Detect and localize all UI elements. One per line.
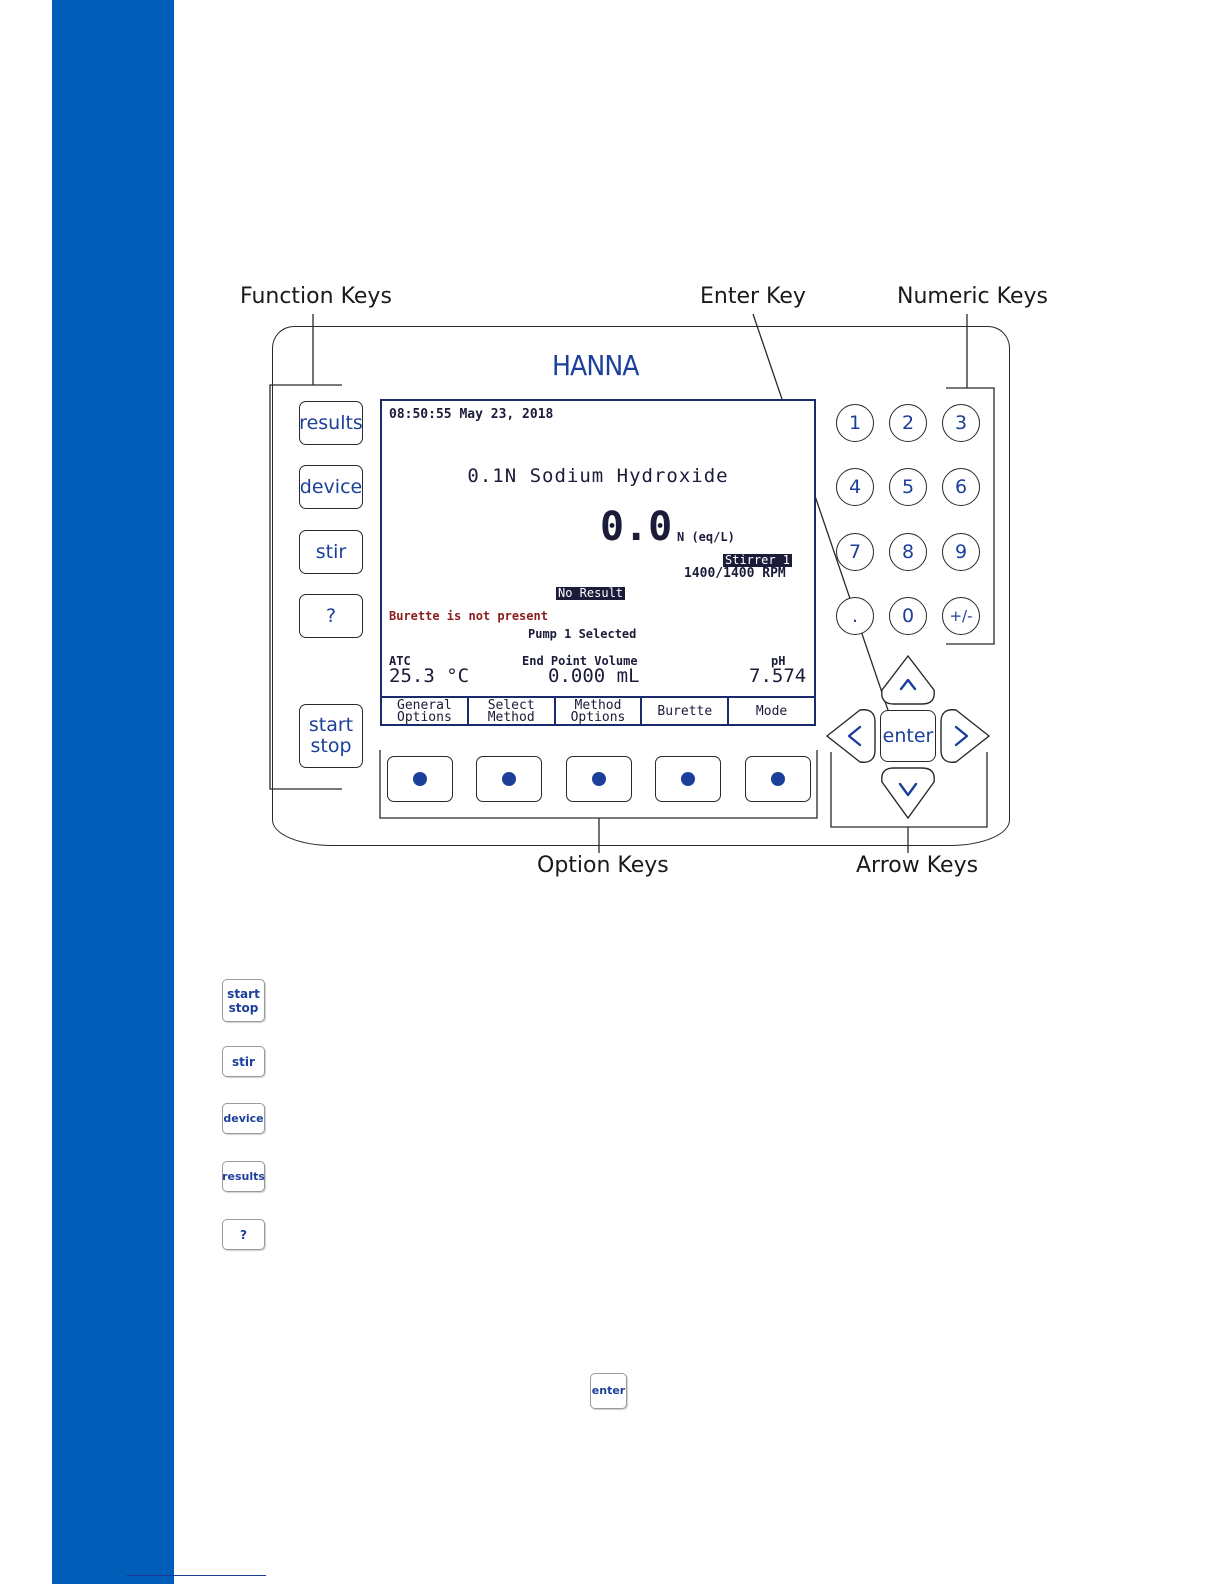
help-key-icon: ? <box>222 1219 265 1250</box>
numeric-key-4[interactable]: 4 <box>836 468 874 506</box>
numeric-key-8[interactable]: 8 <box>889 533 927 571</box>
start-stop-key[interactable] <box>299 704 363 768</box>
start-label: start <box>308 714 354 736</box>
numeric-key-2[interactable]: 2 <box>889 404 927 442</box>
atc-value: 25.3 °C <box>389 665 470 687</box>
numeric-key-6[interactable]: 6 <box>942 468 980 506</box>
stir-key-icon: stir <box>222 1046 265 1077</box>
endpoint-label: End Point Volume <box>522 654 638 668</box>
plus-minus-key[interactable]: +/- <box>942 597 980 635</box>
softkey-select-method[interactable]: Select Method <box>469 698 556 726</box>
callout-numeric-keys: Numeric Keys <box>897 284 1048 309</box>
numeric-key-3[interactable]: 3 <box>942 404 980 442</box>
callout-arrow-keys: Arrow Keys <box>856 853 979 878</box>
numeric-key-0[interactable]: 0 <box>889 597 927 635</box>
callout-enter-key: Enter Key <box>700 284 806 309</box>
help-key[interactable]: ? <box>299 594 363 638</box>
device-key-icon: device <box>222 1103 265 1134</box>
stir-key[interactable]: stir <box>299 530 363 574</box>
softkey-general-options[interactable]: General Options <box>382 698 469 726</box>
numeric-key-1[interactable]: 1 <box>836 404 874 442</box>
arrow-right-key[interactable] <box>941 710 989 763</box>
numeric-key-9[interactable]: 9 <box>942 533 980 571</box>
option-key-3[interactable] <box>566 756 632 802</box>
results-key[interactable]: results <box>299 401 363 445</box>
softkey-method-options[interactable]: Method Options <box>556 698 643 726</box>
stirrer-badge: Stirrer 1 <box>725 553 791 567</box>
decimal-key[interactable]: . <box>836 597 874 635</box>
callout-function-keys: Function Keys <box>240 284 392 309</box>
arrow-left-key[interactable] <box>827 710 875 763</box>
result-badge: No Result <box>558 586 624 600</box>
stop-icon-label: stop <box>228 1000 259 1015</box>
method-name: 0.1N Sodium Hydroxide <box>467 465 729 487</box>
endpoint-value: 0.000 mL <box>548 665 640 687</box>
burette-warning: Burette is not present <box>389 609 548 623</box>
footnote-rule <box>126 1575 266 1576</box>
numeric-key-7[interactable]: 7 <box>836 533 874 571</box>
softkey-burette[interactable]: Burette <box>642 698 729 726</box>
numeric-key-5[interactable]: 5 <box>889 468 927 506</box>
pump-status: Pump 1 Selected <box>528 627 637 641</box>
inline-enter-key-icon: enter <box>590 1373 627 1409</box>
callout-option-keys: Option Keys <box>537 853 669 878</box>
reading-unit: N (eq/L) <box>677 530 735 544</box>
option-key-1[interactable] <box>387 756 453 802</box>
start-icon-label: start <box>227 986 260 1001</box>
option-key-4[interactable] <box>655 756 721 802</box>
datetime: 08:50:55 May 23, 2018 <box>389 407 554 422</box>
atc-label: ATC <box>389 654 411 668</box>
enter-key[interactable]: enter <box>880 710 936 762</box>
start-stop-key-icon <box>222 979 265 1022</box>
hanna-logo: HANNA <box>552 349 639 382</box>
device-key[interactable]: device <box>299 465 363 509</box>
ph-label: pH <box>771 654 786 668</box>
lcd-display <box>380 399 816 726</box>
softkey-bar <box>382 696 814 726</box>
results-key-icon: results <box>222 1161 265 1192</box>
option-key-5[interactable] <box>745 756 811 802</box>
softkey-mode[interactable]: Mode <box>755 704 788 719</box>
ph-value: 7.574 <box>749 665 807 687</box>
stirrer-rpm: 1400/1400 RPM <box>684 566 786 581</box>
option-key-2[interactable] <box>476 756 542 802</box>
reading-value: 0.0 <box>600 504 673 550</box>
stop-label: stop <box>310 735 352 757</box>
